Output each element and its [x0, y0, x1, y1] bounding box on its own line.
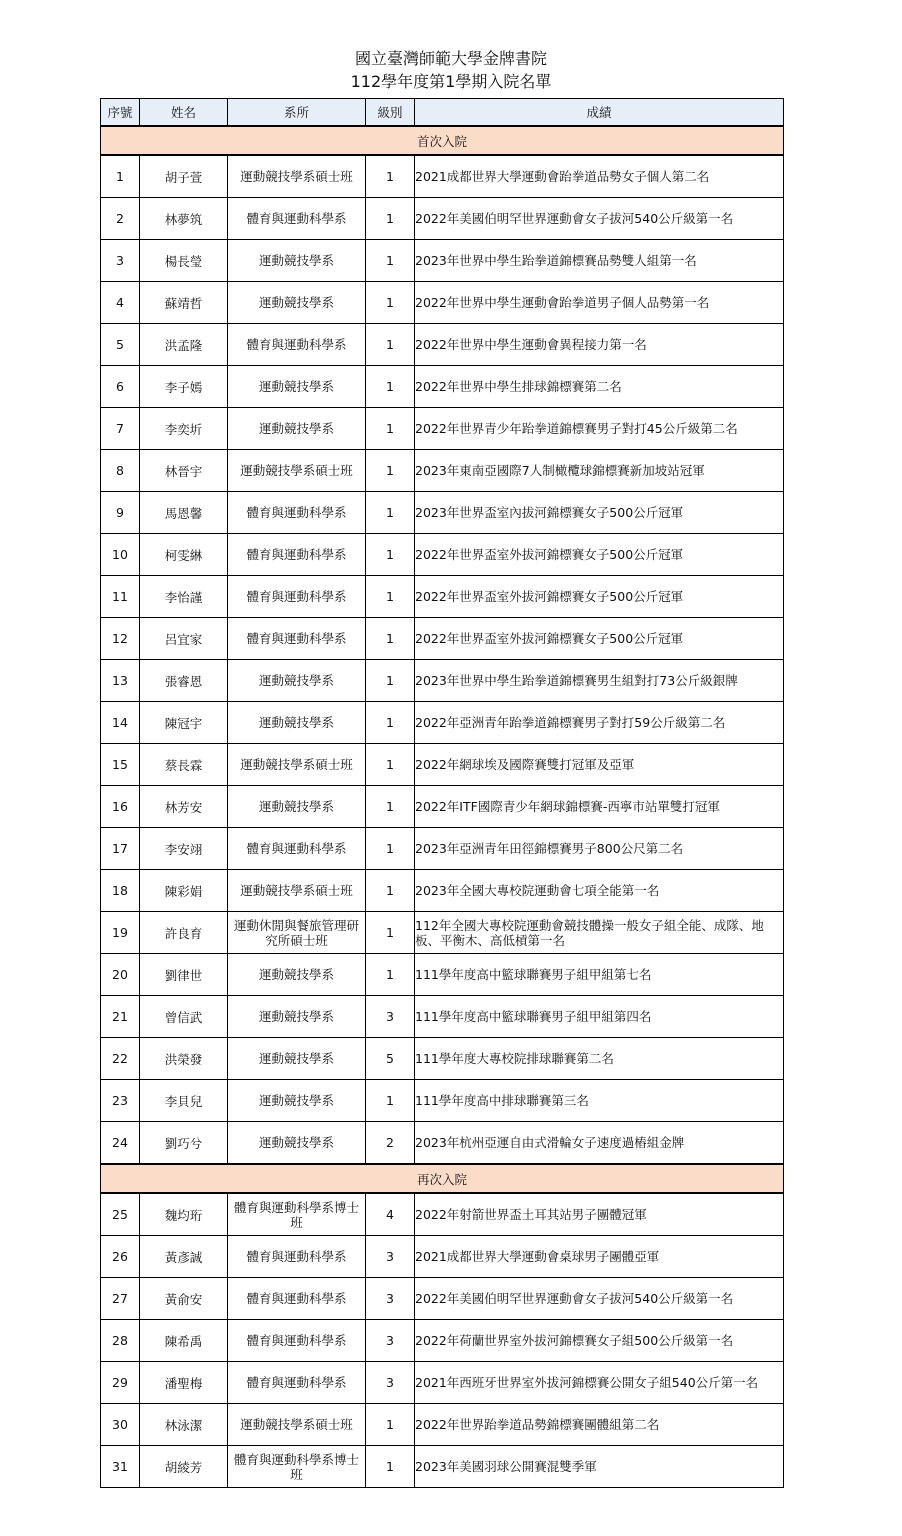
- cell-record: 112年全國大專校院運動會競技體操一般女子組全能、成隊、地板、平衡木、高低槓第一名: [415, 912, 784, 954]
- cell-name: 許良育: [140, 912, 228, 954]
- header-no: 序號: [101, 99, 140, 127]
- cell-dept: 體育與運動科學系: [228, 1236, 366, 1278]
- cell-name: 曾信武: [140, 996, 228, 1038]
- cell-level: 1: [366, 450, 415, 492]
- cell-name: 黃彥誠: [140, 1236, 228, 1278]
- cell-name: 蔡長霖: [140, 744, 228, 786]
- section-row: [101, 126, 784, 155]
- cell-name: 劉律世: [140, 954, 228, 996]
- cell-dept: 運動休閒與餐旅管理研究所碩士班: [228, 912, 366, 954]
- cell-name: 洪孟隆: [140, 324, 228, 366]
- cell-dept: 體育與運動科學系: [228, 1278, 366, 1320]
- cell-record: 2022年世界中學生運動會異程接力第一名: [415, 324, 784, 366]
- cell-level: 1: [366, 870, 415, 912]
- cell-record: 111學年度高中排球聯賽第三名: [415, 1080, 784, 1122]
- cell-level: 1: [366, 198, 415, 240]
- cell-name: 林泳潔: [140, 1404, 228, 1446]
- table-row: [101, 1038, 784, 1080]
- cell-record: 2022年美國伯明罕世界運動會女子拔河540公斤級第一名: [415, 1278, 784, 1320]
- cell-record: 111學年度大專校院排球聯賽第二名: [415, 1038, 784, 1080]
- cell-record: 111學年度高中籃球聯賽男子組甲組第七名: [415, 954, 784, 996]
- cell-no: 24: [101, 1122, 140, 1165]
- cell-name: 柯雯綝: [140, 534, 228, 576]
- cell-record: 2023年杭州亞運自由式滑輪女子速度過樁組金牌: [415, 1122, 784, 1165]
- cell-name: 李貝兒: [140, 1080, 228, 1122]
- table-row: [101, 366, 784, 408]
- cell-dept: 體育與運動科學系: [228, 492, 366, 534]
- cell-no: 30: [101, 1404, 140, 1446]
- table-row: [101, 660, 784, 702]
- cell-no: 9: [101, 492, 140, 534]
- cell-level: 1: [366, 744, 415, 786]
- table-row: [101, 576, 784, 618]
- roster-table: [100, 98, 784, 1488]
- table-row: [101, 828, 784, 870]
- cell-level: 2: [366, 1122, 415, 1165]
- cell-level: 1: [366, 155, 415, 198]
- table-row: [101, 1193, 784, 1236]
- cell-no: 13: [101, 660, 140, 702]
- table-row: [101, 870, 784, 912]
- cell-dept: 運動競技學系碩士班: [228, 1404, 366, 1446]
- cell-no: 11: [101, 576, 140, 618]
- cell-dept: 運動競技學系: [228, 282, 366, 324]
- cell-name: 胡綾芳: [140, 1446, 228, 1488]
- cell-no: 18: [101, 870, 140, 912]
- cell-level: 1: [366, 576, 415, 618]
- cell-record: 2022年網球埃及國際賽雙打冠軍及亞軍: [415, 744, 784, 786]
- cell-dept: 運動競技學系碩士班: [228, 450, 366, 492]
- cell-level: 1: [366, 828, 415, 870]
- table-row: [101, 1122, 784, 1165]
- cell-dept: 運動競技學系: [228, 240, 366, 282]
- table-row: [101, 618, 784, 660]
- cell-dept: 運動競技學系: [228, 408, 366, 450]
- cell-dept: 運動競技學系: [228, 1038, 366, 1080]
- cell-level: 1: [366, 954, 415, 996]
- cell-no: 14: [101, 702, 140, 744]
- cell-record: 2022年世界中學生排球錦標賽第二名: [415, 366, 784, 408]
- table-row: [101, 240, 784, 282]
- cell-name: 李奕圻: [140, 408, 228, 450]
- document-title: 國立臺灣師範大學金牌書院: [354, 49, 547, 68]
- cell-no: 2: [101, 198, 140, 240]
- cell-level: 1: [366, 408, 415, 450]
- cell-dept: 體育與運動科學系: [228, 618, 366, 660]
- table-row: [101, 450, 784, 492]
- cell-no: 6: [101, 366, 140, 408]
- cell-no: 29: [101, 1362, 140, 1404]
- cell-no: 25: [101, 1193, 140, 1236]
- cell-dept: 運動競技學系: [228, 1080, 366, 1122]
- header-row: [101, 99, 784, 127]
- cell-record: 2022年世界跆拳道品勢錦標賽團體組第二名: [415, 1404, 784, 1446]
- cell-no: 10: [101, 534, 140, 576]
- cell-record: 2023年世界盃室內拔河錦標賽女子500公斤冠軍: [415, 492, 784, 534]
- cell-level: 1: [366, 1080, 415, 1122]
- section-label: 再次入院: [101, 1164, 784, 1193]
- cell-name: 陳希禹: [140, 1320, 228, 1362]
- cell-no: 5: [101, 324, 140, 366]
- table-row: [101, 702, 784, 744]
- cell-name: 陳彩娟: [140, 870, 228, 912]
- cell-no: 26: [101, 1236, 140, 1278]
- cell-record: 111學年度高中籃球聯賽男子組甲組第四名: [415, 996, 784, 1038]
- cell-record: 2021成都世界大學運動會桌球男子團體亞軍: [415, 1236, 784, 1278]
- cell-level: 1: [366, 618, 415, 660]
- table-row: [101, 996, 784, 1038]
- cell-name: 楊長瑩: [140, 240, 228, 282]
- section-row: [101, 1164, 784, 1193]
- cell-level: 3: [366, 1278, 415, 1320]
- table-row: [101, 1278, 784, 1320]
- table-row: [101, 1446, 784, 1488]
- roster-body: [101, 126, 784, 1488]
- cell-record: 2023年全國大專校院運動會七項全能第一名: [415, 870, 784, 912]
- cell-no: 7: [101, 408, 140, 450]
- cell-dept: 運動競技學系碩士班: [228, 155, 366, 198]
- cell-dept: 體育與運動科學系: [228, 324, 366, 366]
- cell-name: 林夢筑: [140, 198, 228, 240]
- cell-record: 2022年世界青少年跆拳道錦標賽男子對打45公斤級第二名: [415, 408, 784, 450]
- cell-no: 1: [101, 155, 140, 198]
- cell-dept: 運動競技學系: [228, 954, 366, 996]
- cell-dept: 運動競技學系: [228, 786, 366, 828]
- cell-dept: 體育與運動科學系博士班: [228, 1446, 366, 1488]
- header-record: 成績: [415, 99, 784, 127]
- table-row: [101, 912, 784, 954]
- table-row: [101, 408, 784, 450]
- cell-dept: 運動競技學系: [228, 702, 366, 744]
- cell-record: 2023年東南亞國際7人制橄欖球錦標賽新加坡站冠軍: [415, 450, 784, 492]
- cell-name: 胡子萱: [140, 155, 228, 198]
- cell-level: 1: [366, 912, 415, 954]
- cell-name: 李子嫣: [140, 366, 228, 408]
- cell-level: 1: [366, 702, 415, 744]
- cell-dept: 運動競技學系碩士班: [228, 744, 366, 786]
- cell-record: 2023年亞洲青年田徑錦標賽男子800公尺第二名: [415, 828, 784, 870]
- cell-dept: 體育與運動科學系: [228, 828, 366, 870]
- cell-no: 19: [101, 912, 140, 954]
- cell-level: 3: [366, 996, 415, 1038]
- cell-no: 12: [101, 618, 140, 660]
- cell-name: 蘇靖哲: [140, 282, 228, 324]
- cell-dept: 體育與運動科學系博士班: [228, 1193, 366, 1236]
- cell-dept: 運動競技學系碩士班: [228, 870, 366, 912]
- cell-name: 李怡謹: [140, 576, 228, 618]
- document-subtitle: 112學年度第1學期入院名單: [350, 72, 552, 91]
- cell-no: 27: [101, 1278, 140, 1320]
- cell-no: 28: [101, 1320, 140, 1362]
- cell-record: 2023年世界中學生跆拳道錦標賽男生組對打73公斤級銀牌: [415, 660, 784, 702]
- cell-record: 2022年美國伯明罕世界運動會女子拔河540公斤級第一名: [415, 198, 784, 240]
- header-dept: 系所: [228, 99, 366, 127]
- cell-no: 8: [101, 450, 140, 492]
- cell-record: 2022年世界盃室外拔河錦標賽女子500公斤冠軍: [415, 534, 784, 576]
- cell-level: 1: [366, 366, 415, 408]
- table-row: [101, 534, 784, 576]
- cell-level: 1: [366, 1446, 415, 1488]
- table-row: [101, 492, 784, 534]
- cell-level: 1: [366, 492, 415, 534]
- cell-level: 3: [366, 1236, 415, 1278]
- cell-dept: 運動競技學系: [228, 996, 366, 1038]
- cell-level: 3: [366, 1362, 415, 1404]
- cell-record: 2023年世界中學生跆拳道錦標賽品勢雙人組第一名: [415, 240, 784, 282]
- cell-name: 陳冠宇: [140, 702, 228, 744]
- cell-name: 林晉宇: [140, 450, 228, 492]
- cell-level: 1: [366, 324, 415, 366]
- table-row: [101, 1320, 784, 1362]
- cell-no: 3: [101, 240, 140, 282]
- cell-record: 2022年ITF國際青少年網球錦標賽-西寧市站單雙打冠軍: [415, 786, 784, 828]
- cell-dept: 體育與運動科學系: [228, 534, 366, 576]
- cell-level: 1: [366, 534, 415, 576]
- cell-name: 林芳安: [140, 786, 228, 828]
- cell-level: 1: [366, 240, 415, 282]
- cell-dept: 運動競技學系: [228, 366, 366, 408]
- cell-dept: 體育與運動科學系: [228, 198, 366, 240]
- cell-no: 17: [101, 828, 140, 870]
- cell-record: 2022年世界盃室外拔河錦標賽女子500公斤冠軍: [415, 576, 784, 618]
- table-row: [101, 744, 784, 786]
- cell-no: 22: [101, 1038, 140, 1080]
- cell-record: 2023年美國羽球公開賽混雙季軍: [415, 1446, 784, 1488]
- cell-level: 1: [366, 786, 415, 828]
- cell-level: 1: [366, 1404, 415, 1446]
- cell-record: 2021年西班牙世界室外拔河錦標賽公開女子組540公斤第一名: [415, 1362, 784, 1404]
- table-row: [101, 1236, 784, 1278]
- cell-no: 15: [101, 744, 140, 786]
- cell-name: 呂宜家: [140, 618, 228, 660]
- cell-no: 20: [101, 954, 140, 996]
- cell-name: 劉巧兮: [140, 1122, 228, 1165]
- cell-dept: 體育與運動科學系: [228, 1320, 366, 1362]
- table-row: [101, 954, 784, 996]
- cell-no: 4: [101, 282, 140, 324]
- cell-record: 2022年亞洲青年跆拳道錦標賽男子對打59公斤級第二名: [415, 702, 784, 744]
- cell-record: 2022年射箭世界盃土耳其站男子團體冠軍: [415, 1193, 784, 1236]
- cell-name: 馬恩馨: [140, 492, 228, 534]
- header-level: 級別: [366, 99, 415, 127]
- section-label: 首次入院: [101, 126, 784, 155]
- cell-name: 李安翊: [140, 828, 228, 870]
- cell-record: 2021成都世界大學運動會跆拳道品勢女子個人第二名: [415, 155, 784, 198]
- cell-no: 16: [101, 786, 140, 828]
- cell-record: 2022年世界盃室外拔河錦標賽女子500公斤冠軍: [415, 618, 784, 660]
- table-row: [101, 282, 784, 324]
- cell-record: 2022年荷蘭世界室外拔河錦標賽女子組500公斤級第一名: [415, 1320, 784, 1362]
- cell-name: 魏均珩: [140, 1193, 228, 1236]
- cell-level: 1: [366, 282, 415, 324]
- cell-dept: 體育與運動科學系: [228, 576, 366, 618]
- cell-record: 2022年世界中學生運動會跆拳道男子個人品勢第一名: [415, 282, 784, 324]
- cell-no: 21: [101, 996, 140, 1038]
- table-row: [101, 1404, 784, 1446]
- cell-level: 1: [366, 660, 415, 702]
- cell-dept: 體育與運動科學系: [228, 1362, 366, 1404]
- cell-name: 洪榮發: [140, 1038, 228, 1080]
- cell-name: 黃俞安: [140, 1278, 228, 1320]
- cell-name: 潘聖梅: [140, 1362, 228, 1404]
- cell-level: 5: [366, 1038, 415, 1080]
- table-row: [101, 324, 784, 366]
- cell-no: 31: [101, 1446, 140, 1488]
- table-row: [101, 198, 784, 240]
- table-row: [101, 155, 784, 198]
- table-row: [101, 1080, 784, 1122]
- cell-level: 4: [366, 1193, 415, 1236]
- cell-no: 23: [101, 1080, 140, 1122]
- table-row: [101, 786, 784, 828]
- header-name: 姓名: [140, 99, 228, 127]
- table-row: [101, 1362, 784, 1404]
- cell-dept: 運動競技學系: [228, 660, 366, 702]
- cell-name: 張睿恩: [140, 660, 228, 702]
- cell-level: 3: [366, 1320, 415, 1362]
- cell-dept: 運動競技學系: [228, 1122, 366, 1165]
